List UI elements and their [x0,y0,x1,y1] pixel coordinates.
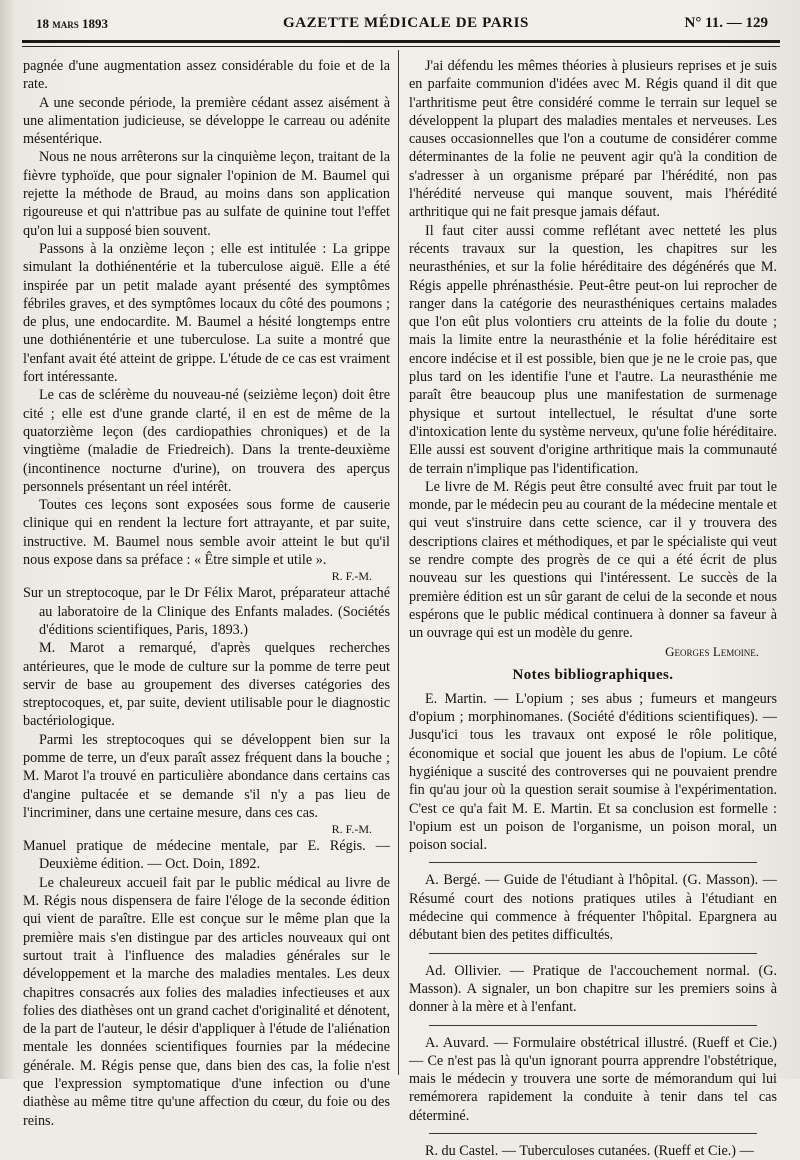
bibliography-note: E. Martin. — L'opium ; ses abus ; fumeurs et mangeurs d'opium ; morphinomanes. (Société d'éditions scientifiques). — Jusqu'ici tous les travaux ont exposé le rôle politique, économique et social que jouent les abus de l'opium. Le côté hygiénique a suscité des controverses qui ne pouvaient prendre fin qu'au jour où la question serait soumise à l'expérimentation. C'est ce qu'a fait M. E. Martin. Et sa conclusion est formelle : l'opium est un poison de l'organisme, un poison moral, un poison social. [409,690,777,854]
paragraph: Parmi les streptocoques qui se développent bien sur la pomme de terre, un d'eux paraît assez fréquent dans la bouche ; M. Marot l'a trouvé en particulière abondance dans certains cas d'angine pultacée et se demande s'il n'y a pas lieu de l'incriminer, dans une certaine mesure, dans ces cas. [23,731,390,821]
signature: Georges Lemoine. [665,643,759,659]
header-rule-thin [22,46,780,47]
signature: R. F.-M. [331,569,372,584]
paragraph: pagnée d'une augmentation assez considérable du foie et de la rate. [23,58,390,93]
paragraph: J'ai défendu les mêmes théories à plusieurs reprises et je suis en parfaite communion d'idées avec M. Régis quand il dit que l'arthritisme peut être considéré comme le terrain sur lequel se développent la plupart des maladies mentales et nerveuses. Les causes occasionnelles que l'on a coutume de considérer comme déterminantes de la folie ne peuvent agir qu'à la condition de s'adresser à un organisme préparé par l'hérédité, non pas l'hérédité nerveuse qui manque souvent, mais l'hérédité arthritique qui ne fait presque jamais défaut. [409,58,777,221]
note-separator [429,953,757,954]
signature: R. F.-M. [331,822,372,837]
bibliography-note: A. Bergé. — Guide de l'étudiant à l'hôpital. (G. Masson). — Résumé court des notions pratiques utiles à l'étudiant en médecine qui commence à fréquenter l'hôpital. Epargnera au débutant bien des petites difficultés. [409,872,777,944]
header-date: 18 mars 1893 [36,16,108,31]
header-title: GAZETTE MÉDICALE DE PARIS [282,15,529,31]
paragraph: Le cas de sclérème du nouveau-né (seizième leçon) doit être cité ; elle est d'une grande clarté, il en est de même de la quatorzième leçon (des cardiopathies chroniques) et de la vingtième (maladie de Friedreich). Dans la trente-deuxième (incontinence nocturne d'urine), on trouvera des aperçus personnels présentant un réel intérêt. [23,387,390,495]
note-separator [429,1133,757,1134]
column-divider [398,50,399,1075]
paragraph: Toutes ces leçons sont exposées sous forme de causerie clinique qui en rendent la lecture fort attrayante, et par suite, instructive. M. Baumel nous semble avoir atteint le but qu'il nous expose dans sa préface : « Être simple et utile ». [23,497,390,569]
paragraph: Le livre de M. Régis peut être consulté avec fruit par tout le monde, par le médecin peu au courant de la médecine mentale et qui veut s'instruire dans cette science, car il y trouvera des descriptions claires et méthodiques, et par le spécialiste qui veut se rendre compte des progrès de ce qui a été écrit de plus nouveau sur les questions qui l'intéressent. Le succès de la première édition est un sûr garant de celui de la seconde et nous espérons que le public médical continuera à donner sa faveur à un ouvrage qui est un modèle du genre. [409,478,777,642]
paragraph: Il faut citer aussi comme reflétant avec netteté les plus récents travaux sur la question, les chapitres sur les neurasthénies, et sur la folie héréditaire des dégénérés que M. Régis appelle phrénasthésie. Peut-être peut-on lui reprocher de ranger dans la catégorie des neurasthéniques certains malades que l'on eût plus volontiers cru atteints de la folie du doute ; mais la limite entre la neurasthénie et la folie héréditaire est encore indécise et il est possible, bien que je ne le croie pas, que plus tard on les identifie l'une et l'autre. La neurasthénie me paraît être beaucoup plus une manifestation de surmenage physique et surtout intellectuel, le résultat d'une sorte d'intoxication lente du système nerveux, qu'une folie héréditaire. Elle aussi est souvent d'origine arthritique mais la communauté de terrain n'implique pas l'identification. [409,222,777,477]
bibliography-note: R. du Castel. — Tuberculoses cutanées. (Rueff et Cie.) — [425,1143,754,1160]
bibliography-note: A. Auvard. — Formulaire obstétrical illustré. (Rueff et Cie.) — Ce n'est pas là qu'un ignorant pourra apprendre l'obstétrique, mais le médecin y trouvera une sorte de mémorandum qui lui remémorera rapidement la conduite à tenir dans tel cas déterminé. [409,1034,777,1124]
header-issue-page: N° 11. — 129 [684,15,768,31]
page-binding-edge [0,0,14,1079]
bibliography-note: Ad. Ollivier. — Pratique de l'accouchement normal. (G. Masson). A signaler, un bon chapitre sur les premiers soins à donner à la mère et à l'enfant. [409,962,777,1016]
note-separator [429,1025,757,1026]
review-heading: Sur un streptocoque, par le Dr Félix Marot, préparateur attaché au laboratoire de la Clinique des Enfants malades. (Sociétés d'éditions scientifiques, Paris, 1893.) [23,585,390,638]
paragraph: A une seconde période, la première cédant assez aisément à une alimentation judicieuse, se développe le carreau ou adénite mésentérique. [23,94,390,148]
paragraph: Nous ne nous arrêterons sur la cinquième leçon, traitant de la fièvre typhoïde, que pour signaler l'opinion de M. Baumel qui rejette la méthode de Braud, au moins dans son application rigoureuse et qui n'attribue pas au sulfate de quinine tout l'effet qu'on lui a supposé bien souvent. [23,149,390,239]
paragraph: Passons à la onzième leçon ; elle est intitulée : La grippe simulant la dothiénentérie et la tuberculose aiguë. Elle a été inspirée par un petit malade ayant présenté des symptômes fébriles graves, et des symptômes locaux du côté des poumons ; de plus, une endocardite. M. Baumel a hésité longtemps entre une dothiénentérie et une tuberculose. La suite a montré que l'enfant avait été atteint de grippe. L'étude de ce cas est vraiment fort intéressante. [23,240,390,386]
right-column [409,57,777,1160]
page-header [28,14,784,38]
paragraph: Le chaleureux accueil fait par le public médical au livre de M. Régis nous dispensera de faire l'éloge de la seconde édition qui vient de paraître. Elle est conçue sur le même plan que la première mais s'en distingue par des articles nouveaux qui ont surtout trait à l'influence des maladies générales sur le développement et la marche des maladies mentales. Les deux chapitres consacrés aux folies des maladies infectieuses et aux folies des diathèses ont un grand cachet d'originalité et dénotent, de la part de l'auteur, le désir d'appliquer à l'étude de l'aliénation mentale les données scientifiques fournies par la médecine générale. M. Régis pense que, dans bien des cas, la folie n'est que l'expression symptomatique d'une infection ou d'une diathèse au même titre qu'une affection du cœur, du foie ou des reins. [23,874,390,1129]
left-column [23,57,390,1129]
header-rule-thick [22,40,780,43]
paragraph: M. Marot a remarqué, d'après quelques recherches antérieures, que le mode de culture sur la pomme de terre peut servir de base au groupement des diverses catégories des streptocoques, et, par suite, devient utilisable pour le diagnostic bactériologique. [23,640,390,730]
note-separator [429,862,757,863]
section-title: Notes bibliographiques. [512,666,674,683]
review-heading: Manuel pratique de médecine mentale, par E. Régis. — Deuxième édition. — Oct. Doin, 1892. [23,838,390,873]
